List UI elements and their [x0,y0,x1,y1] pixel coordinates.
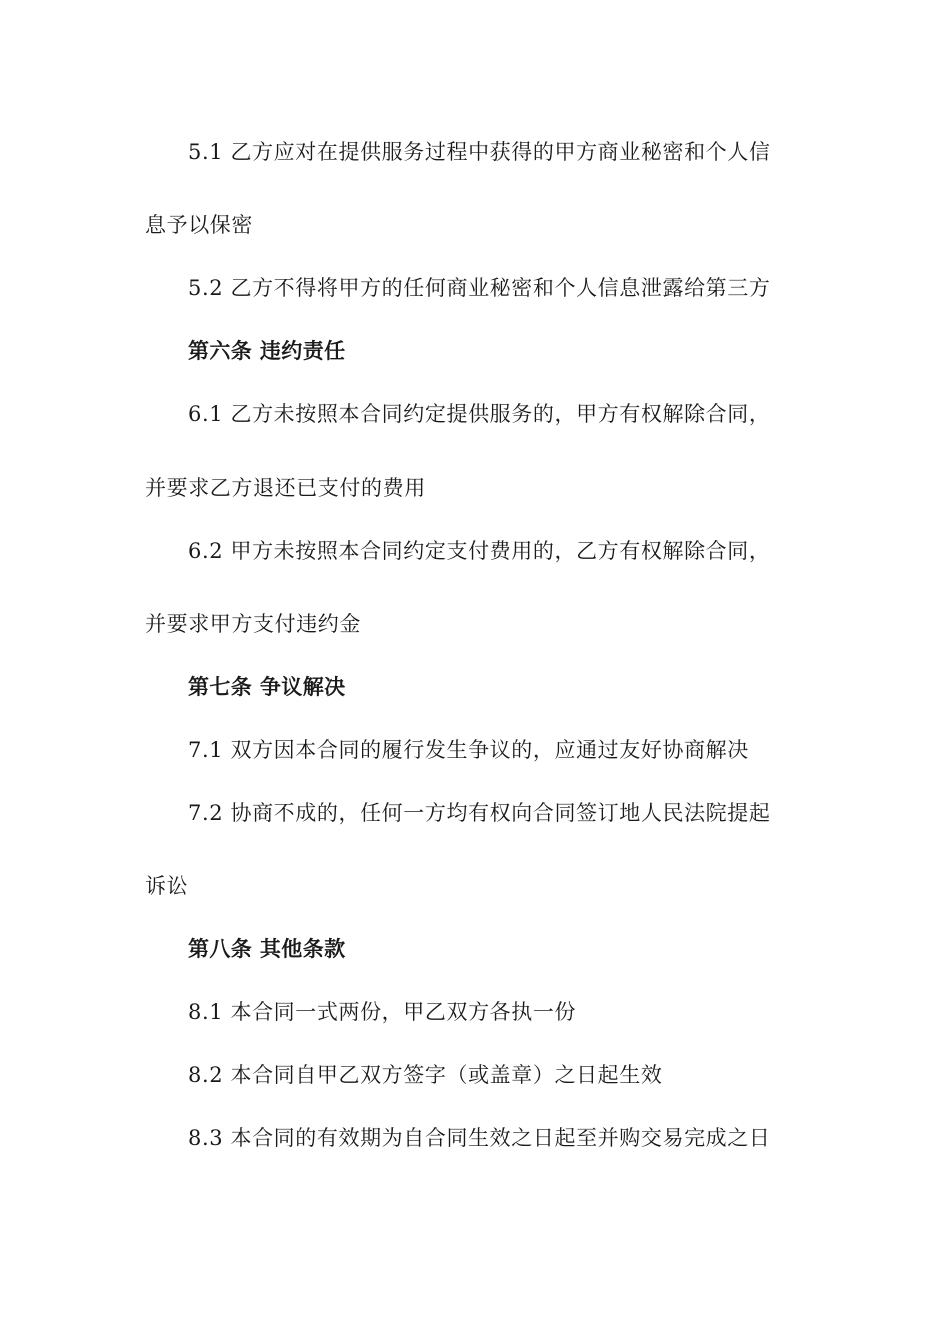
clause-7-2-line-2: 诉讼 [145,874,189,898]
section-heading-article-8: 第八条 其他条款 [188,937,346,961]
clause-8-2: 8.2 本合同自甲乙双方签字（或盖章）之日起生效 [188,1063,663,1087]
clause-7-1: 7.1 双方因本合同的履行发生争议的，应通过友好协商解决 [188,738,749,762]
clause-8-3: 8.3 本合同的有效期为自合同生效之日起至并购交易完成之日 [188,1126,771,1150]
clause-6-2-line-1: 6.2 甲方未按照本合同约定支付费用的，乙方有权解除合同， [188,539,771,563]
section-heading-article-6: 第六条 违约责任 [188,339,346,363]
section-heading-article-7: 第七条 争议解决 [188,675,346,699]
clause-5-1-line-1: 5.1 乙方应对在提供服务过程中获得的甲方商业秘密和个人信 [188,140,771,164]
clause-5-2: 5.2 乙方不得将甲方的任何商业秘密和个人信息泄露给第三方 [188,276,771,300]
clause-7-2-line-1: 7.2 协商不成的，任何一方均有权向合同签订地人民法院提起 [188,801,771,825]
clause-5-1-line-2: 息予以保密 [145,213,253,237]
clause-6-1-line-1: 6.1 乙方未按照本合同约定提供服务的，甲方有权解除合同， [188,402,771,426]
clause-8-1: 8.1 本合同一式两份，甲乙双方各执一份 [188,1000,577,1024]
clause-6-1-line-2: 并要求乙方退还已支付的费用 [145,476,426,500]
clause-6-2-line-2: 并要求甲方支付违约金 [145,612,361,636]
